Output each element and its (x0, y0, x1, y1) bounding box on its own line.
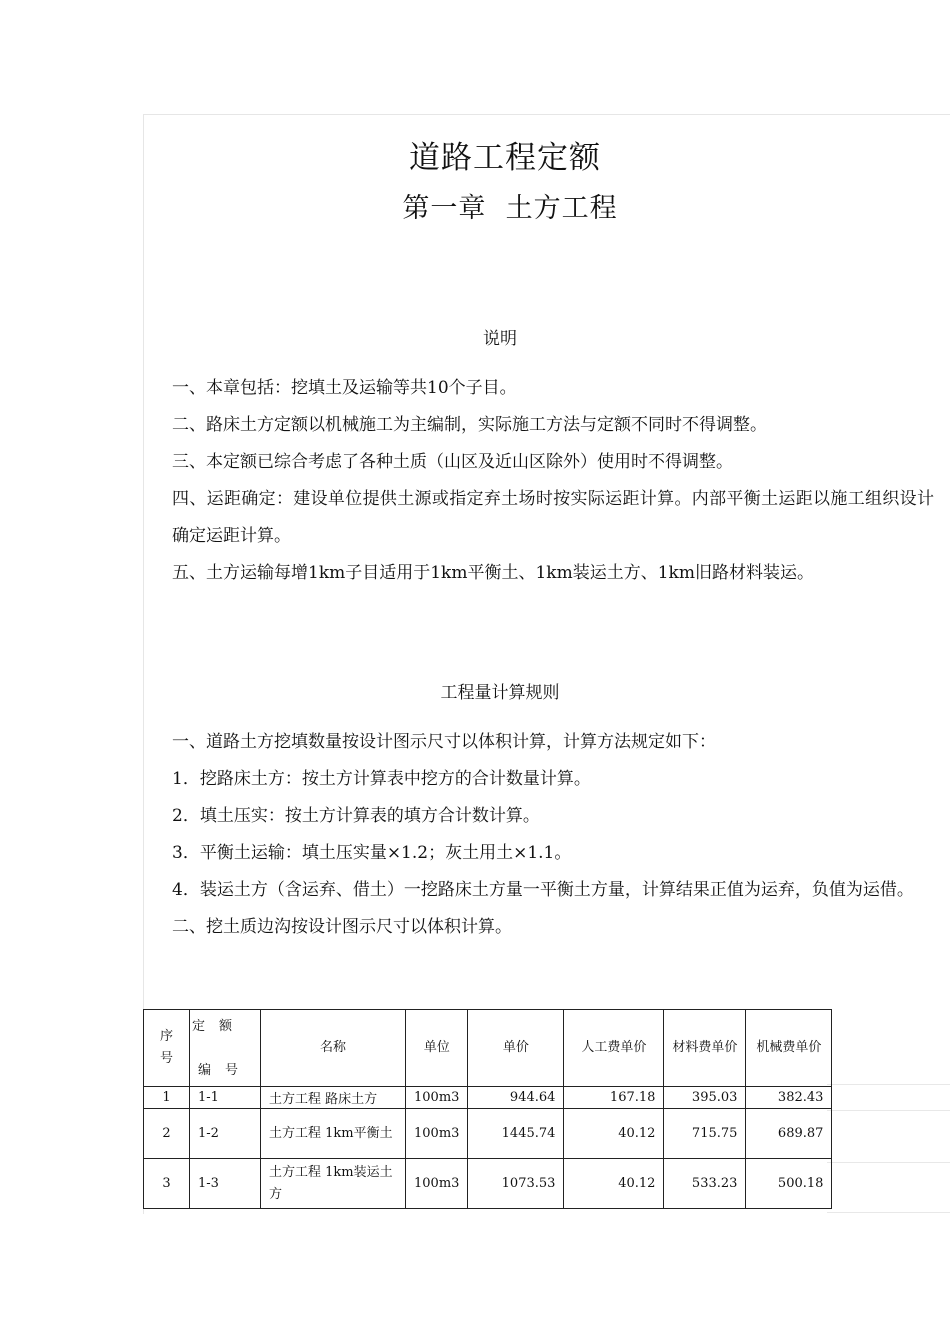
header-machine: 机械费单价 (746, 1010, 832, 1087)
quota-table (143, 1009, 832, 1209)
header-labor: 人工费单价 (564, 1010, 664, 1087)
cell-price: 1445.74 (468, 1109, 564, 1159)
cell-code: 1-3 (190, 1159, 261, 1209)
table-ghost-line (827, 1162, 950, 1163)
table-ghost-line (827, 1212, 950, 1213)
note-item: 五、土方运输每增1km子目适用于1km平衡土、1km装运土方、1km旧路材料装运。 (172, 563, 814, 583)
rules-heading: 工程量计算规则 (440, 683, 560, 703)
cell-unit: 100m3 (406, 1109, 468, 1159)
cell-name: 土方工程 路床土方 (261, 1087, 406, 1109)
cell-material: 395.03 (664, 1087, 746, 1109)
cell-seq: 1 (144, 1087, 190, 1109)
header-code-bottom: 编号 (198, 1063, 253, 1078)
note-item: 二、路床土方定额以机械施工为主编制，实际施工方法与定额不同时不得调整。 (172, 415, 767, 435)
note-item: 一、本章包括：挖填土及运输等共10个子目。 (172, 378, 517, 398)
table-ghost-line (827, 1084, 950, 1085)
rule-item: 3．平衡土运输：填土压实量×1.2；灰土用土×1.1。 (172, 843, 572, 863)
rule-item: 一、道路土方挖填数量按设计图示尺寸以体积计算，计算方法规定如下： (172, 732, 716, 752)
note-item: 四、运距确定：建设单位提供土源或指定弃土场时按实际运距计算。内部平衡土运距以施工组织设计确定运距计算。 (172, 489, 934, 546)
cell-name: 土方工程 1km装运土方 (261, 1159, 406, 1209)
note-item: 三、本定额已综合考虑了各种土质（山区及近山区除外）使用时不得调整。 (172, 452, 733, 472)
rule-item: 4．装运土方（含运弃、借土）一挖路床土方量一平衡土方量，计算结果正值为运弃，负值为运借。 (172, 880, 914, 900)
cell-name: 土方工程 1km平衡土 (261, 1109, 406, 1159)
chapter-title: 第一章 土方工程 (402, 193, 618, 224)
table-row (144, 1159, 832, 1209)
header-unit: 单位 (406, 1010, 468, 1087)
header-price: 单价 (468, 1010, 564, 1087)
rule-item: 二、挖土质边沟按设计图示尺寸以体积计算。 (172, 917, 512, 937)
header-seq: 序号 (144, 1010, 190, 1087)
header-code-top: 定额 (192, 1019, 247, 1034)
cell-machine: 382.43 (746, 1087, 832, 1109)
cell-seq: 3 (144, 1159, 190, 1209)
notes-heading: 说明 (483, 329, 517, 349)
cell-price: 944.64 (468, 1087, 564, 1109)
cell-material: 533.23 (664, 1159, 746, 1209)
cell-material: 715.75 (664, 1109, 746, 1159)
rules-list (172, 724, 934, 946)
cell-labor: 167.18 (564, 1087, 664, 1109)
header-code (190, 1010, 261, 1087)
header-material: 材料费单价 (664, 1010, 746, 1087)
cell-machine: 500.18 (746, 1159, 832, 1209)
rule-item: 2．填土压实：按土方计算表的填方合计数计算。 (172, 806, 540, 826)
cell-unit: 100m3 (406, 1087, 468, 1109)
rule-item: 1．挖路床土方：按土方计算表中挖方的合计数量计算。 (172, 769, 591, 789)
cell-unit: 100m3 (406, 1159, 468, 1209)
notes-list (172, 370, 934, 592)
table-row (144, 1087, 832, 1109)
cell-price: 1073.53 (468, 1159, 564, 1209)
cell-code: 1-1 (190, 1087, 261, 1109)
cell-labor: 40.12 (564, 1159, 664, 1209)
table-header-row (144, 1010, 832, 1087)
cell-machine: 689.87 (746, 1109, 832, 1159)
table-ghost-line (827, 1110, 950, 1111)
cell-seq: 2 (144, 1109, 190, 1159)
document-title: 道路工程定额 (409, 140, 601, 176)
table-row (144, 1109, 832, 1159)
cell-labor: 40.12 (564, 1109, 664, 1159)
header-name: 名称 (261, 1010, 406, 1087)
cell-code: 1-2 (190, 1109, 261, 1159)
